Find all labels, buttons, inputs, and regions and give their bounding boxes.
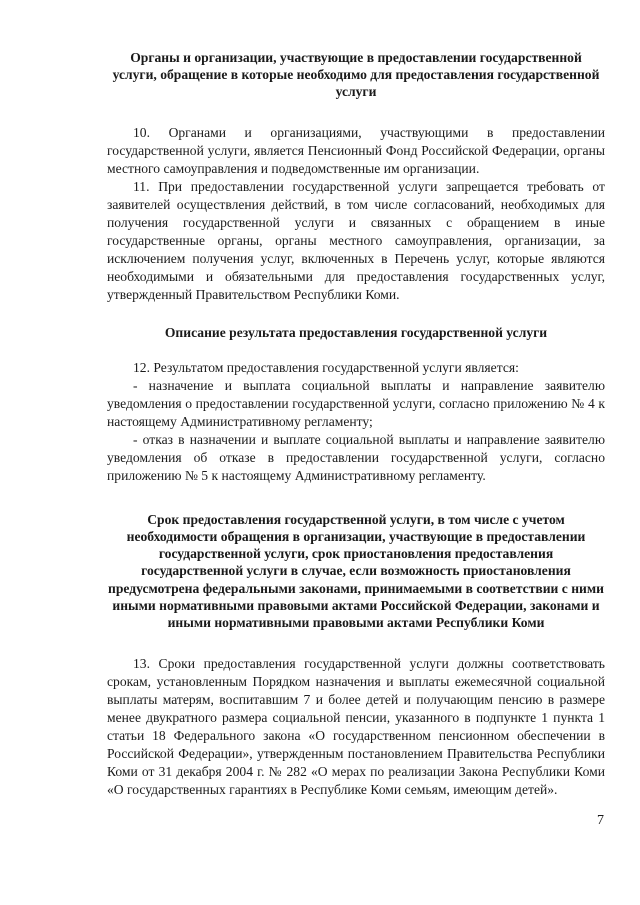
section-heading-result: Описание результата предоставления государственной услуги xyxy=(164,324,548,340)
list-item-grant: - назначение и выплата социальной выплаты и направление заявителю уведомления о предоставлении государственной услуги, согласно приложению № 4 к настоящему Административному регламенту; xyxy=(107,377,605,429)
paragraph-10: 10. Органами и организациями, участвующими в предоставлении государственной услуги, является Пенсионный Фонд Российской Федерации, органы местного самоуправления и подведомственные им организации. xyxy=(107,124,605,176)
section-heading-term: Срок предоставления государственной услуги, в том числе с учетом необходимости обращения в организации, участвующие в предоставлении государственной услуги, срок приостановления предоставления государственной услуги в случае, если возможность приостановления предусмотрена федеральными законами, принимаемыми в соответствии с ними иными нормативными правовыми актами Российской Федерации, законами и иными нормативными правовыми актами Республики Коми xyxy=(108,511,604,631)
page-number: 7 xyxy=(597,813,604,828)
document-page xyxy=(107,40,605,799)
list-item-refusal: - отказ в назначении и выплате социальной выплаты и направление заявителю уведомления об отказе в предоставлении государственной услуги, согласно приложению № 5 к настоящему Административному регламенту. xyxy=(107,431,605,483)
paragraph-12: 12. Результатом предоставления государственной услуги является: xyxy=(133,359,519,375)
paragraph-11: 11. При предоставлении государственной услуги запрещается требовать от заявителей осуществления действий, в том числе согласований, необходимых для получения государственной услуги и связанных с обращением в иные государственные органы, органы местного самоуправления, организации, за исключением получения услуг, включенных в Перечень услуг, которые являются необходимыми и обязательными для предоставления государственных услуг, утвержденный Правительством Республики Коми. xyxy=(107,178,605,302)
section-heading-organizations: Органы и организации, участвующие в предоставлении государственной услуги, обращение в которые необходимо для предоставления государственной услуги xyxy=(112,50,600,100)
paragraph-13: 13. Сроки предоставления государственной услуги должны соответствовать срокам, установленным Порядком назначения и выплаты ежемесячной социальной выплаты матерям, воспитавшим 7 и более детей и получающим пенсию в размере менее двукратного размера социальной пенсии, указанного в подпункте 1 пункта 1 статьи 18 Федерального закона «О государственном пенсионном обеспечении в Российской Федерации», утвержденным постановлением Правительства Республики Коми от 31 декабря 2004 г. № 282 «О мерах по реализации Закона Республики Коми «О государственных гарантиях в Республике Коми семьям, имеющим детей». xyxy=(107,656,605,798)
